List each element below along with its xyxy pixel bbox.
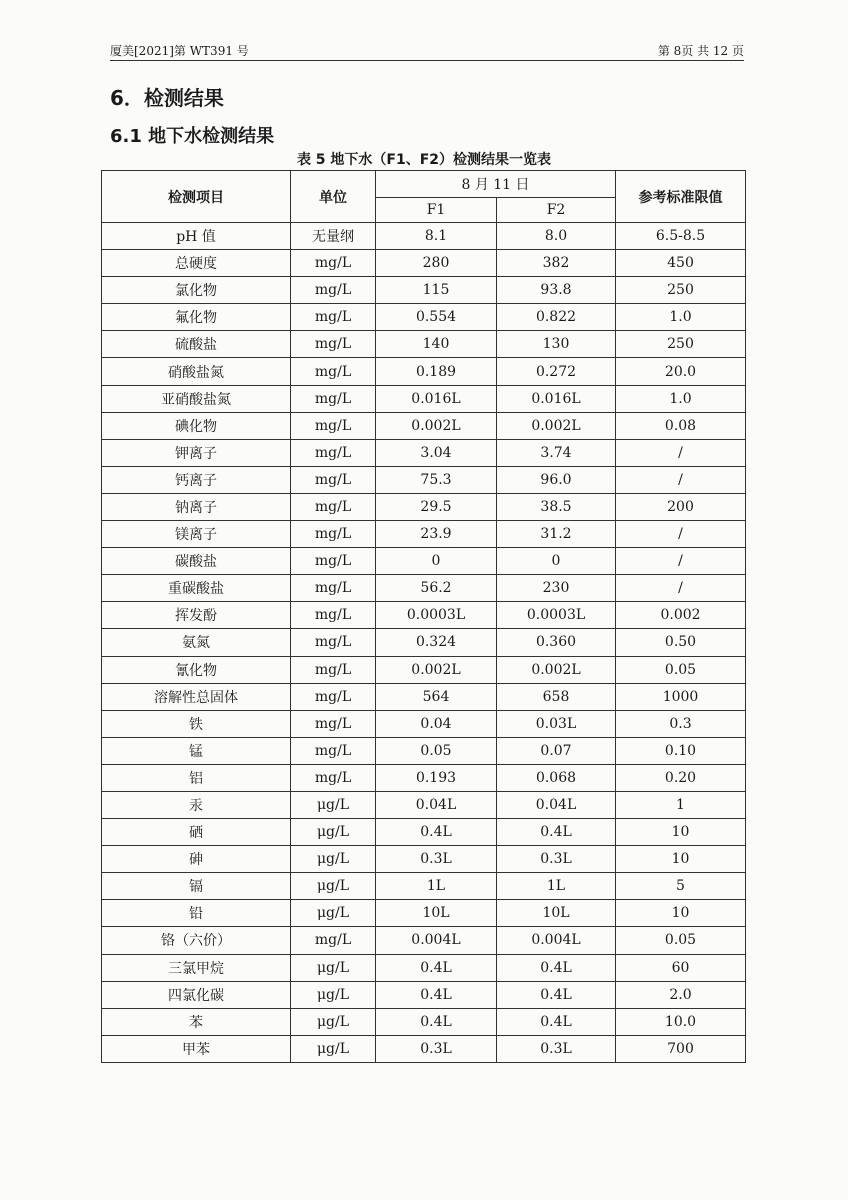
cell-unit: mg/L <box>291 548 376 575</box>
cell-limit: / <box>616 521 746 548</box>
cell-f1: 140 <box>376 331 497 358</box>
header-limit: 参考标准限值 <box>616 171 746 223</box>
cell-limit: 1 <box>616 791 746 818</box>
cell-f1: 75.3 <box>376 466 497 493</box>
cell-limit: 5 <box>616 873 746 900</box>
cell-f2: 0.4L <box>497 1008 616 1035</box>
cell-unit: mg/L <box>291 331 376 358</box>
cell-f2: 31.2 <box>497 521 616 548</box>
cell-limit: / <box>616 575 746 602</box>
cell-item: 汞 <box>102 791 291 818</box>
cell-unit: mg/L <box>291 385 376 412</box>
table-row <box>102 331 746 358</box>
cell-f2: 38.5 <box>497 493 616 520</box>
cell-f2: 0.004L <box>497 927 616 954</box>
cell-unit: mg/L <box>291 737 376 764</box>
cell-f1: 115 <box>376 277 497 304</box>
cell-f2: 0.0003L <box>497 602 616 629</box>
cell-item: 氨氮 <box>102 629 291 656</box>
cell-f1: 1L <box>376 873 497 900</box>
cell-f2: 0.822 <box>497 304 616 331</box>
cell-item: 硫酸盐 <box>102 331 291 358</box>
cell-item: 铝 <box>102 764 291 791</box>
cell-f1: 0.04L <box>376 791 497 818</box>
cell-f2: 0.272 <box>497 358 616 385</box>
header-date: 8 月 11 日 <box>376 171 616 198</box>
cell-unit: mg/L <box>291 493 376 520</box>
table-row <box>102 1008 746 1035</box>
cell-item: 碳酸盐 <box>102 548 291 575</box>
cell-item: pH 值 <box>102 223 291 250</box>
cell-f1: 10L <box>376 900 497 927</box>
table-row <box>102 412 746 439</box>
cell-f1: 3.04 <box>376 439 497 466</box>
header-unit: 单位 <box>291 171 376 223</box>
table-row <box>102 710 746 737</box>
table-row <box>102 304 746 331</box>
cell-item: 镁离子 <box>102 521 291 548</box>
cell-f2: 8.0 <box>497 223 616 250</box>
table-row <box>102 277 746 304</box>
cell-unit: mg/L <box>291 521 376 548</box>
page-header <box>110 40 744 61</box>
cell-limit: 1000 <box>616 683 746 710</box>
cell-f1: 280 <box>376 250 497 277</box>
cell-item: 钠离子 <box>102 493 291 520</box>
cell-limit: 0.10 <box>616 737 746 764</box>
cell-item: 铬（六价） <box>102 927 291 954</box>
cell-f1: 0.4L <box>376 819 497 846</box>
cell-limit: 60 <box>616 954 746 981</box>
cell-f1: 0.324 <box>376 629 497 656</box>
cell-f2: 0.07 <box>497 737 616 764</box>
table-row <box>102 737 746 764</box>
results-table <box>101 170 746 1063</box>
cell-f2: 0.4L <box>497 819 616 846</box>
cell-unit: μg/L <box>291 846 376 873</box>
cell-f1: 0.193 <box>376 764 497 791</box>
cell-f1: 0.189 <box>376 358 497 385</box>
cell-limit: / <box>616 548 746 575</box>
cell-f2: 0.068 <box>497 764 616 791</box>
cell-unit: μg/L <box>291 981 376 1008</box>
cell-unit: μg/L <box>291 900 376 927</box>
cell-limit: 0.002 <box>616 602 746 629</box>
table-row <box>102 629 746 656</box>
cell-item: 甲苯 <box>102 1035 291 1062</box>
cell-f2: 0.4L <box>497 981 616 1008</box>
cell-item: 四氯化碳 <box>102 981 291 1008</box>
cell-f2: 130 <box>497 331 616 358</box>
cell-limit: / <box>616 466 746 493</box>
table-body <box>102 223 746 1063</box>
cell-unit: μg/L <box>291 1008 376 1035</box>
cell-f2: 1L <box>497 873 616 900</box>
cell-item: 总硬度 <box>102 250 291 277</box>
cell-limit: 20.0 <box>616 358 746 385</box>
cell-limit: 0.3 <box>616 710 746 737</box>
cell-limit: / <box>616 439 746 466</box>
cell-f1: 0.554 <box>376 304 497 331</box>
cell-limit: 0.50 <box>616 629 746 656</box>
table-row <box>102 900 746 927</box>
cell-item: 镉 <box>102 873 291 900</box>
cell-item: 钙离子 <box>102 466 291 493</box>
cell-item: 重碳酸盐 <box>102 575 291 602</box>
cell-f1: 0.05 <box>376 737 497 764</box>
cell-item: 亚硝酸盐氮 <box>102 385 291 412</box>
cell-f2: 0.03L <box>497 710 616 737</box>
cell-f2: 0.360 <box>497 629 616 656</box>
table-row <box>102 1035 746 1062</box>
table-row <box>102 981 746 1008</box>
cell-f1: 0.002L <box>376 412 497 439</box>
cell-limit: 1.0 <box>616 385 746 412</box>
cell-f1: 0.04 <box>376 710 497 737</box>
cell-f2: 0.3L <box>497 846 616 873</box>
cell-f1: 23.9 <box>376 521 497 548</box>
cell-item: 氯化物 <box>102 277 291 304</box>
cell-unit: mg/L <box>291 602 376 629</box>
cell-f1: 0.3L <box>376 846 497 873</box>
cell-unit: mg/L <box>291 358 376 385</box>
table-row <box>102 846 746 873</box>
cell-unit: mg/L <box>291 656 376 683</box>
cell-f1: 0.4L <box>376 981 497 1008</box>
table-row <box>102 764 746 791</box>
cell-limit: 0.08 <box>616 412 746 439</box>
cell-f1: 0.3L <box>376 1035 497 1062</box>
table-row <box>102 791 746 818</box>
cell-item: 铅 <box>102 900 291 927</box>
table-row <box>102 683 746 710</box>
cell-item: 挥发酚 <box>102 602 291 629</box>
cell-unit: mg/L <box>291 277 376 304</box>
cell-f1: 0.004L <box>376 927 497 954</box>
page-number: 第 8页 共 12 页 <box>657 44 744 58</box>
table-row <box>102 819 746 846</box>
cell-unit: μg/L <box>291 954 376 981</box>
cell-f1: 564 <box>376 683 497 710</box>
cell-f2: 658 <box>497 683 616 710</box>
cell-unit: mg/L <box>291 927 376 954</box>
report-number: 厦美[2021]第 WT391 号 <box>110 44 249 58</box>
cell-f2: 230 <box>497 575 616 602</box>
cell-unit: μg/L <box>291 791 376 818</box>
cell-item: 氟化物 <box>102 304 291 331</box>
cell-item: 铁 <box>102 710 291 737</box>
cell-f1: 0 <box>376 548 497 575</box>
cell-unit: μg/L <box>291 873 376 900</box>
table-row <box>102 250 746 277</box>
cell-f1: 0.016L <box>376 385 497 412</box>
cell-item: 溶解性总固体 <box>102 683 291 710</box>
cell-limit: 450 <box>616 250 746 277</box>
table-row <box>102 385 746 412</box>
header-f2: F2 <box>497 198 616 223</box>
cell-unit: mg/L <box>291 466 376 493</box>
table-row <box>102 575 746 602</box>
cell-limit: 200 <box>616 493 746 520</box>
cell-f1: 8.1 <box>376 223 497 250</box>
cell-f1: 56.2 <box>376 575 497 602</box>
cell-item: 苯 <box>102 1008 291 1035</box>
cell-unit: mg/L <box>291 412 376 439</box>
cell-f2: 93.8 <box>497 277 616 304</box>
cell-limit: 1.0 <box>616 304 746 331</box>
table-row <box>102 358 746 385</box>
cell-f2: 0.4L <box>497 954 616 981</box>
cell-item: 砷 <box>102 846 291 873</box>
cell-unit: mg/L <box>291 439 376 466</box>
cell-item: 硒 <box>102 819 291 846</box>
cell-item: 三氯甲烷 <box>102 954 291 981</box>
cell-f2: 0.04L <box>497 791 616 818</box>
cell-f1: 0.4L <box>376 1008 497 1035</box>
cell-unit: 无量纲 <box>291 223 376 250</box>
cell-unit: mg/L <box>291 710 376 737</box>
table-row <box>102 873 746 900</box>
cell-limit: 10 <box>616 819 746 846</box>
cell-f2: 0 <box>497 548 616 575</box>
cell-f2: 10L <box>497 900 616 927</box>
cell-f2: 3.74 <box>497 439 616 466</box>
cell-limit: 2.0 <box>616 981 746 1008</box>
header-f1: F1 <box>376 198 497 223</box>
cell-f2: 0.3L <box>497 1035 616 1062</box>
table-row <box>102 521 746 548</box>
table-row <box>102 602 746 629</box>
cell-unit: mg/L <box>291 575 376 602</box>
table-row <box>102 954 746 981</box>
table-caption: 表 5 地下水（F1、F2）检测结果一览表 <box>296 152 552 168</box>
cell-f2: 0.002L <box>497 412 616 439</box>
header-item: 检测项目 <box>102 171 291 223</box>
cell-unit: μg/L <box>291 1035 376 1062</box>
cell-item: 氰化物 <box>102 656 291 683</box>
cell-limit: 0.05 <box>616 656 746 683</box>
cell-unit: mg/L <box>291 250 376 277</box>
table-row <box>102 223 746 250</box>
cell-unit: mg/L <box>291 683 376 710</box>
cell-item: 硝酸盐氮 <box>102 358 291 385</box>
cell-limit: 0.20 <box>616 764 746 791</box>
cell-f2: 96.0 <box>497 466 616 493</box>
table-row <box>102 656 746 683</box>
cell-f2: 0.016L <box>497 385 616 412</box>
cell-f2: 0.002L <box>497 656 616 683</box>
table-row <box>102 927 746 954</box>
cell-limit: 10 <box>616 846 746 873</box>
table-row <box>102 439 746 466</box>
cell-unit: mg/L <box>291 304 376 331</box>
cell-limit: 6.5-8.5 <box>616 223 746 250</box>
table-row <box>102 466 746 493</box>
section-title: 6．检测结果 <box>110 86 224 110</box>
cell-unit: μg/L <box>291 819 376 846</box>
cell-limit: 10 <box>616 900 746 927</box>
cell-f1: 0.002L <box>376 656 497 683</box>
table-row <box>102 493 746 520</box>
cell-item: 碘化物 <box>102 412 291 439</box>
cell-f1: 0.4L <box>376 954 497 981</box>
cell-limit: 250 <box>616 331 746 358</box>
cell-limit: 0.05 <box>616 927 746 954</box>
cell-f2: 382 <box>497 250 616 277</box>
cell-limit: 250 <box>616 277 746 304</box>
cell-f1: 0.0003L <box>376 602 497 629</box>
cell-unit: mg/L <box>291 629 376 656</box>
cell-limit: 10.0 <box>616 1008 746 1035</box>
cell-f1: 29.5 <box>376 493 497 520</box>
cell-limit: 700 <box>616 1035 746 1062</box>
cell-unit: mg/L <box>291 764 376 791</box>
cell-item: 钾离子 <box>102 439 291 466</box>
table-row <box>102 548 746 575</box>
cell-item: 锰 <box>102 737 291 764</box>
subsection-title: 6.1 地下水检测结果 <box>110 126 275 147</box>
